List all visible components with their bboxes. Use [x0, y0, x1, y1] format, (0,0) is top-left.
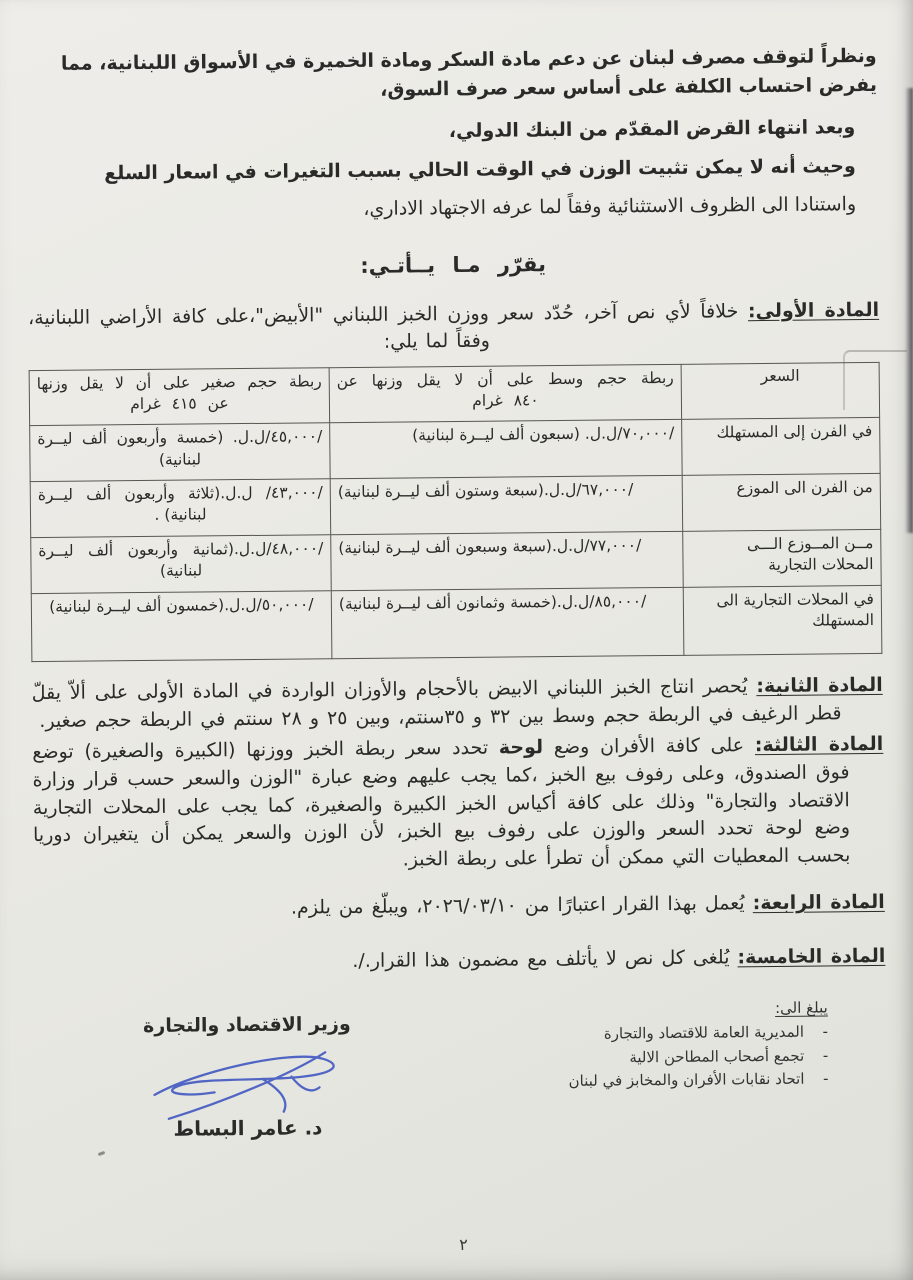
row-label: مــن المــوزع الـــى المحلات التجارية [683, 529, 882, 587]
table-row [30, 474, 880, 538]
signature-scribble-icon [140, 1037, 356, 1121]
article-5-heading: المادة الخامسة: [737, 944, 886, 969]
small-price: /٤٣,٠٠٠/ ل.ل.(ثلاثة وأربعون ألف ليــرة لبنانية) . [30, 479, 331, 538]
price-column-header: السعر [681, 362, 880, 420]
list-item [568, 1067, 828, 1093]
distribution-item-text: تجمع أصحاب المطاحن الالية [629, 1046, 805, 1066]
list-item [568, 1021, 828, 1047]
article-1-body: خلافاً لأي نص آخر، حُدّد سعر ووزن الخبز اللبناني "الأبيض"،على كافة الأراضي اللبنانية، وفقاً لما يلي: [28, 299, 739, 353]
table-header-row [29, 362, 879, 426]
bread-price-table [29, 362, 883, 663]
small-bundle-header: ربطة حجم صغير على أن لا يقل وزنها عن ٤١٥ غرام [29, 367, 330, 426]
preamble-paragraph: وحيث أنه لا يمكن تثبيت الوزن في الوقت الحالي بسبب التغيرات في اسعار السلع [104, 154, 856, 184]
medium-price: /٧٠,٠٠٠/ل.ل. (سبعون ألف ليــرة لبنانية) [330, 420, 683, 479]
article-2-body: يُحصر انتاج الخبز اللبناني الابيض بالأحجام والأوزان الواردة في المادة الأولى على ألاّ يقلّ قطر الرغيف في الربطة حجم وسط بين ٣٢ و ٣٥سنتم، وبين ٢٥ و ٢٨ سنتم في الربطة حجم صغير. [31, 675, 842, 732]
medium-price: /٦٧,٠٠٠/ل.ل.(سبعة وستون ألف ليــرة لبنانية) [330, 475, 683, 534]
article-3-heading: المادة الثالثة: [754, 733, 884, 757]
page-number: ٢ [459, 1234, 468, 1255]
table-row [31, 529, 881, 593]
article-5-body: يُلغى كل نص لا يأتلف مع مضمون هذا القرار./. [352, 946, 730, 972]
table-row [31, 585, 882, 662]
preamble-paragraph: وبعد انتهاء القرض المقدّم من البنك الدولي، [448, 116, 856, 143]
distribution-list [568, 999, 829, 1093]
article-3 [32, 731, 884, 877]
signature-block [127, 1013, 368, 1141]
article-3-body-bold: لوحة [498, 736, 544, 760]
minister-name: د. عامر البساط [173, 1115, 323, 1142]
distribution-item-text: اتحاد نقابات الأفران والمخابز في لبنان [568, 1069, 805, 1090]
table-row [30, 418, 880, 482]
dash-bullet: - [822, 1045, 829, 1065]
row-label: في الفرن إلى المستهلك [682, 418, 881, 476]
row-label: في المحلات التجارية الى المستهلك [683, 585, 882, 656]
decision-heading: يقرّر مـا يــأتـي: [360, 251, 547, 278]
article-5 [34, 943, 885, 979]
small-price: /٥٠,٠٠٠/ل.ل.(خمسون ألف ليــرة لبنانية) [31, 590, 332, 662]
medium-bundle-header: ربطة حجم وسط على أن لا يقل وزنها عن ٨٤٠ غرام [329, 364, 682, 423]
article-1 [28, 296, 879, 359]
medium-price: /٧٧,٠٠٠/ل.ل.(سبعة وسبعون ألف ليــرة لبنانية) [331, 531, 684, 590]
article-3-body-post: تحدد سعر ربطة الخبز ووزنها (الكبيرة والصغيرة) توضع فوق الصندوق، وعلى رفوف بيع الخبز ،كما يجب عليهم وضع عبارة "الوزن والسعر حسب قرار وزارة الاقتصاد والتجارة" وذلك على كافة أكياس الخبز الكبيرة والصغيرة، كما يجب على المحلات التجارية وضع لوحة تحدد السعر والوزن على رفوف بيع الخبز، لأن الوزن والسعر يمكن أن يتغيران دوريا بحسب المعطيات التي ممكن أن تطرأ على ربطة الخبز. [32, 737, 851, 871]
article-4-heading: المادة الرابعة: [752, 891, 885, 915]
dash-bullet: - [822, 1022, 829, 1041]
distribution-title: يبلغ الى: [774, 998, 828, 1018]
distribution-item-text: المديرية العامة للاقتصاد والتجارة [603, 1022, 805, 1043]
preamble-paragraph: ونظراً لتوقف مصرف لبنان عن دعم مادة السكر ومادة الخميرة في الأسواق اللبنانية، مما يفرض احتساب الكلفة على أساس سعر صرف السوق، [60, 44, 878, 101]
small-price: /٤٥,٠٠٠/ل.ل. (خمسة وأربعون ألف ليــرة لبنانية) [30, 423, 331, 482]
article-4 [34, 889, 885, 925]
list-item [568, 1044, 828, 1070]
article-3-body-pre: على كافة الأفران وضع [543, 734, 745, 759]
minister-title: وزير الاقتصاد والتجارة [143, 1013, 351, 1038]
row-label: من الفرن الى الموزع [682, 474, 881, 532]
preamble-paragraph: واستنادا الى الظروف الاستثنائية وفقاً لما عرفه الاجتهاد الاداري، [363, 193, 857, 220]
medium-price: /٨٥,٠٠٠/ل.ل.(خمسة وثمانون ألف ليــرة لبنانية) [331, 587, 684, 659]
dash-bullet: - [822, 1069, 829, 1088]
article-2-heading: المادة الثانية: [756, 674, 883, 698]
article-2 [32, 672, 883, 735]
small-price: /٤٨,٠٠٠/ل.ل.(ثمانية وأربعون ألف ليــرة لبنانية) [31, 535, 332, 594]
article-1-heading: المادة الأولى: [747, 298, 880, 322]
article-4-body: يُعمل بهذا القرار اعتبارًا من ٢٠٢٦/٠٣/١٠، ويبلّغ من يلزم. [290, 892, 745, 919]
document-footer [35, 998, 888, 1181]
